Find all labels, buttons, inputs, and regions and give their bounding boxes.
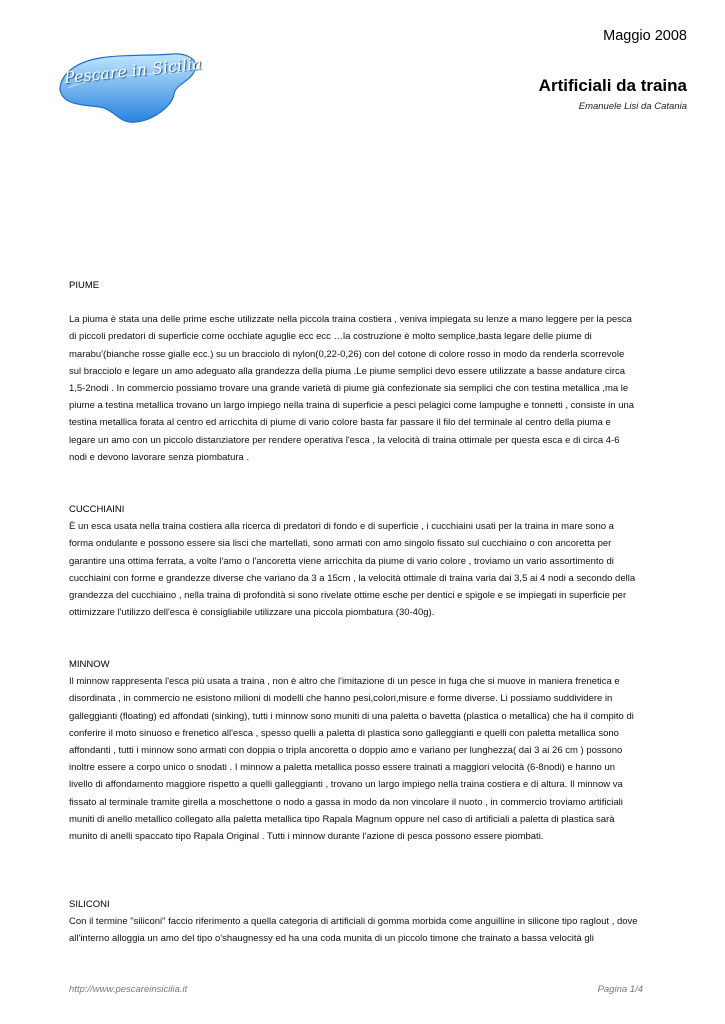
paragraph-line: garantire una ottima ferrata, a volte l'amo o l'ancoretta viene arricchita da piume di vario colore , troviamo un vario assortimento di xyxy=(69,555,614,567)
paragraph-line: sul bracciolo e legare un amo adeguato alla grandezza della piuma .Le piume semplici devo essere utilizzate a basse andature circa xyxy=(69,365,626,377)
author-line: Emanuele Lisi da Catania xyxy=(578,101,687,112)
paragraph-line: fissato al terminale tramite girella a moschettone o nodo a gassa in modo da non vincolare il nuoto , in commercio troviamo artificiali xyxy=(69,796,623,808)
paragraph-line: nodi e devono lavorare senza piombatura . xyxy=(69,451,250,463)
document-date: Maggio 2008 xyxy=(603,28,687,44)
section-title: CUCCHIAINI xyxy=(69,504,125,515)
paragraph-line: piume a testina metallica trovano un largo impiego nella traina di superficie a pesci pelagici come lampughe e tonnetti , consiste in una xyxy=(69,400,635,412)
paragraph-line: La piuma è stata una delle prime esche utilizzate nella piccola traina costiera , veniva impiegata su lenze a mano leggere per la pesca xyxy=(69,314,632,326)
site-logo[interactable] xyxy=(54,50,204,126)
section-cucchiaini xyxy=(69,501,659,621)
paragraph-line: legare un amo con un piccolo distanziatore per rendere operativa l'esca , la velocità di traina ottimale per questa esca e di circa 4-6 xyxy=(69,434,620,446)
paragraph-line: munito di anelli spaccato tipo Rapala Original . Tutti i minnow durante l'azione di pesca possono essere piombati. xyxy=(69,831,544,843)
section-siliconi xyxy=(69,896,659,948)
page-number: Pagina 1/4 xyxy=(597,984,643,995)
paragraph-line: Il minnow rappresenta l'esca più usata a traina , non è altro che l'imitazione di un pesce in fuga che si muove in maniera frenetica e xyxy=(69,676,620,688)
paragraph-line: forma ondulante e possono essere sia lisci che martellati, sono armati con amo singolo fissato sul cucchiaino o con ancoretta per xyxy=(69,538,612,550)
paragraph-line: conferire il moto sinuoso e frenetico all'esca , spesso quelli a paletta di plastica sono galleggianti e quelli con paletta metallica sono xyxy=(69,727,619,739)
paragraph-line: affondanti , tutti i minnow sono armati con doppia o tripla ancoretta o doppio amo e variano per lunghezza( dai 3 ai 26 cm ) possono xyxy=(69,745,623,757)
page-title: Artificiali da traina xyxy=(538,76,687,95)
paragraph-line: di piccoli predatori di superficie come occhiate aguglie ecc ecc …la costruzione è molto semplice,basta legare delle piume di xyxy=(69,331,592,343)
paragraph-line: muniti di anello metallico collegato alla paletta metallica tipo Rapala Magnum oppure nel caso di artificiali a paletta di plastica sarà xyxy=(69,813,615,825)
paragraph-line: inoltre essere a corpo unico o snodati . I minnow a paletta metallica posso essere trainati a maggiori velocità (6-8nodi) e hanno un xyxy=(69,762,616,774)
paragraph-line: 1,5-2nodi . In commercio possiamo trovare una grande varietà di piume già confezionate sia semplici che con testina metallica ,ma le xyxy=(69,383,629,395)
paragraph-line: grandezza del cucchiaino , nella traina di profondità si sono rivelate ottime esche per dentici e spigole e se impiegati in superficie per xyxy=(69,590,627,602)
paragraph-line: ottimizzare l'utilizzo dell'esca è consigliabile utilizzare una piccola piombatura (30-40g). xyxy=(69,607,435,619)
logo-text: Pescare in Sicilia xyxy=(63,54,203,88)
paragraph-line: testina metallica forata al centro ed arricchita di piume di vario colore basta far passare il filo del terminale al centro della piuma e xyxy=(69,417,611,429)
section-minnow xyxy=(69,656,659,845)
footer-website-link[interactable]: http://www.pescareinsicilia.it xyxy=(69,984,188,995)
section-title: SILICONI xyxy=(69,899,110,910)
paragraph-line: Con il termine "siliconi" faccio riferimento a quella categoria di artificiali di gomma morbida come anguilline in silicone tipo raglout , dove xyxy=(69,916,638,928)
paragraph-line: galleggianti (floating) ed affondati (sinking), tutti i minnow sono muniti di una paletta o bavetta (plastica o metallica) che ha il compito di xyxy=(69,710,634,722)
paragraph-line: livello di affondamento maggiore rispetto a quelli galleggianti , trovano un largo impiego nella traina costiera e di altura. Il minnow va xyxy=(69,779,623,791)
section-title: PIUME xyxy=(69,280,100,291)
paragraph-line: cucchiaini con forme e grandezze diverse che variano da 3 a 15cm , la velocità ottimale di traina varia dai 3,5 ai 4 nodi a secondo della xyxy=(69,572,636,584)
paragraph-line: È un esca usata nella traina costiera alla ricerca di predatori di fondo e di superficie , i cucchiaini usati per la traina in mare sono a xyxy=(69,521,614,533)
paragraph-line: marabu'(bianche rosse gialle ecc.) su un bracciolo di nylon(0,22-0,26) con del cotone di colore rosso in modo da renderla scorrevole xyxy=(69,348,625,360)
paragraph-line: all'interno alloggia un amo del tipo o'shaugnessy ed ha una coda munita di un piccolo timone che trainato a bassa velocità gli xyxy=(69,933,594,945)
section-piume xyxy=(69,277,659,466)
paragraph-line: disordinata , in commercio ne esistono milioni di modelli che hanno pesi,colori,misure e forme diverse. Li possiamo suddividere in xyxy=(69,693,613,705)
section-title: MINNOW xyxy=(69,659,110,670)
